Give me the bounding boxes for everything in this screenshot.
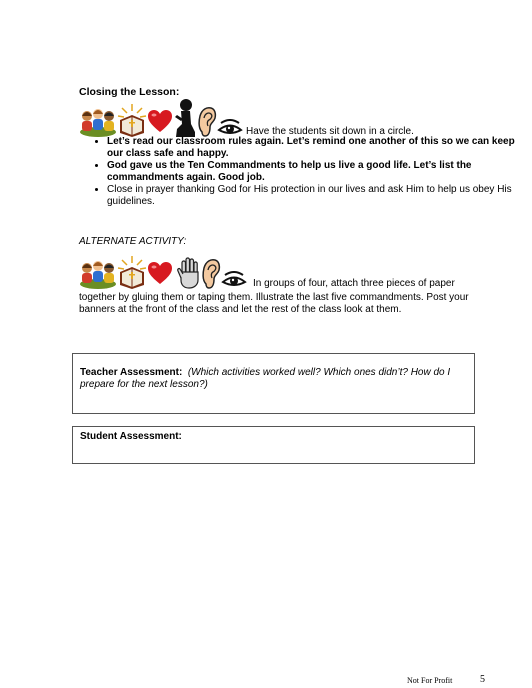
book-icon [117, 102, 147, 138]
student-assessment-text [80, 431, 465, 443]
alternate-activity-body: together by gluing them or taping them. Illustrate the last five commandments. Post your banners at the front of the class and let the rest of the class look at them. [79, 292, 469, 315]
heart-icon [147, 109, 173, 133]
student-assessment-label: Student Assessment: [80, 431, 182, 442]
list-item: • Close in prayer thanking God for His protection in our lives and ask Him to help us obey His guidelines. [107, 184, 517, 207]
alternate-activity-title: ALTERNATE ACTIVITY: [79, 236, 187, 247]
people-icon [79, 104, 117, 138]
list-item: • God gave us the Ten Commandments to help us live a good life. Let’s list the commandments again. Good job. [107, 160, 517, 183]
hand-icon [177, 256, 201, 290]
teacher-assessment-box [72, 353, 475, 414]
praying-child-icon [173, 98, 197, 138]
teacher-assessment-text [80, 367, 465, 391]
closing-intro-text: Have the students sit down in a circle. [246, 126, 414, 137]
eye-icon [221, 271, 247, 289]
eye-icon [217, 119, 243, 137]
teacher-assessment-prompt: (Which activities worked well? Which ones didn’t? How do I prepare for the next lesson?) [80, 367, 451, 390]
page-number: 5 [480, 674, 485, 685]
alternate-icon-row [79, 254, 455, 290]
closing-bullet-list [79, 136, 517, 208]
closing-heading: Closing the Lesson: [79, 86, 180, 98]
people-icon [79, 256, 117, 290]
footer-text: Not For Profit [407, 676, 453, 685]
ear-icon [197, 106, 217, 138]
list-item: • Let’s read our classroom rules again. Let’s remind one another of this so we can keep our class safe and happy. [107, 136, 517, 159]
alternate-inline-text: In groups of four, attach three pieces of paper [253, 278, 455, 289]
teacher-assessment-label: Teacher Assessment: [80, 367, 183, 378]
student-assessment-box [72, 426, 475, 464]
book-icon [117, 254, 147, 290]
heart-icon [147, 261, 173, 285]
closing-icon-row [79, 98, 414, 138]
ear-icon [201, 258, 221, 290]
